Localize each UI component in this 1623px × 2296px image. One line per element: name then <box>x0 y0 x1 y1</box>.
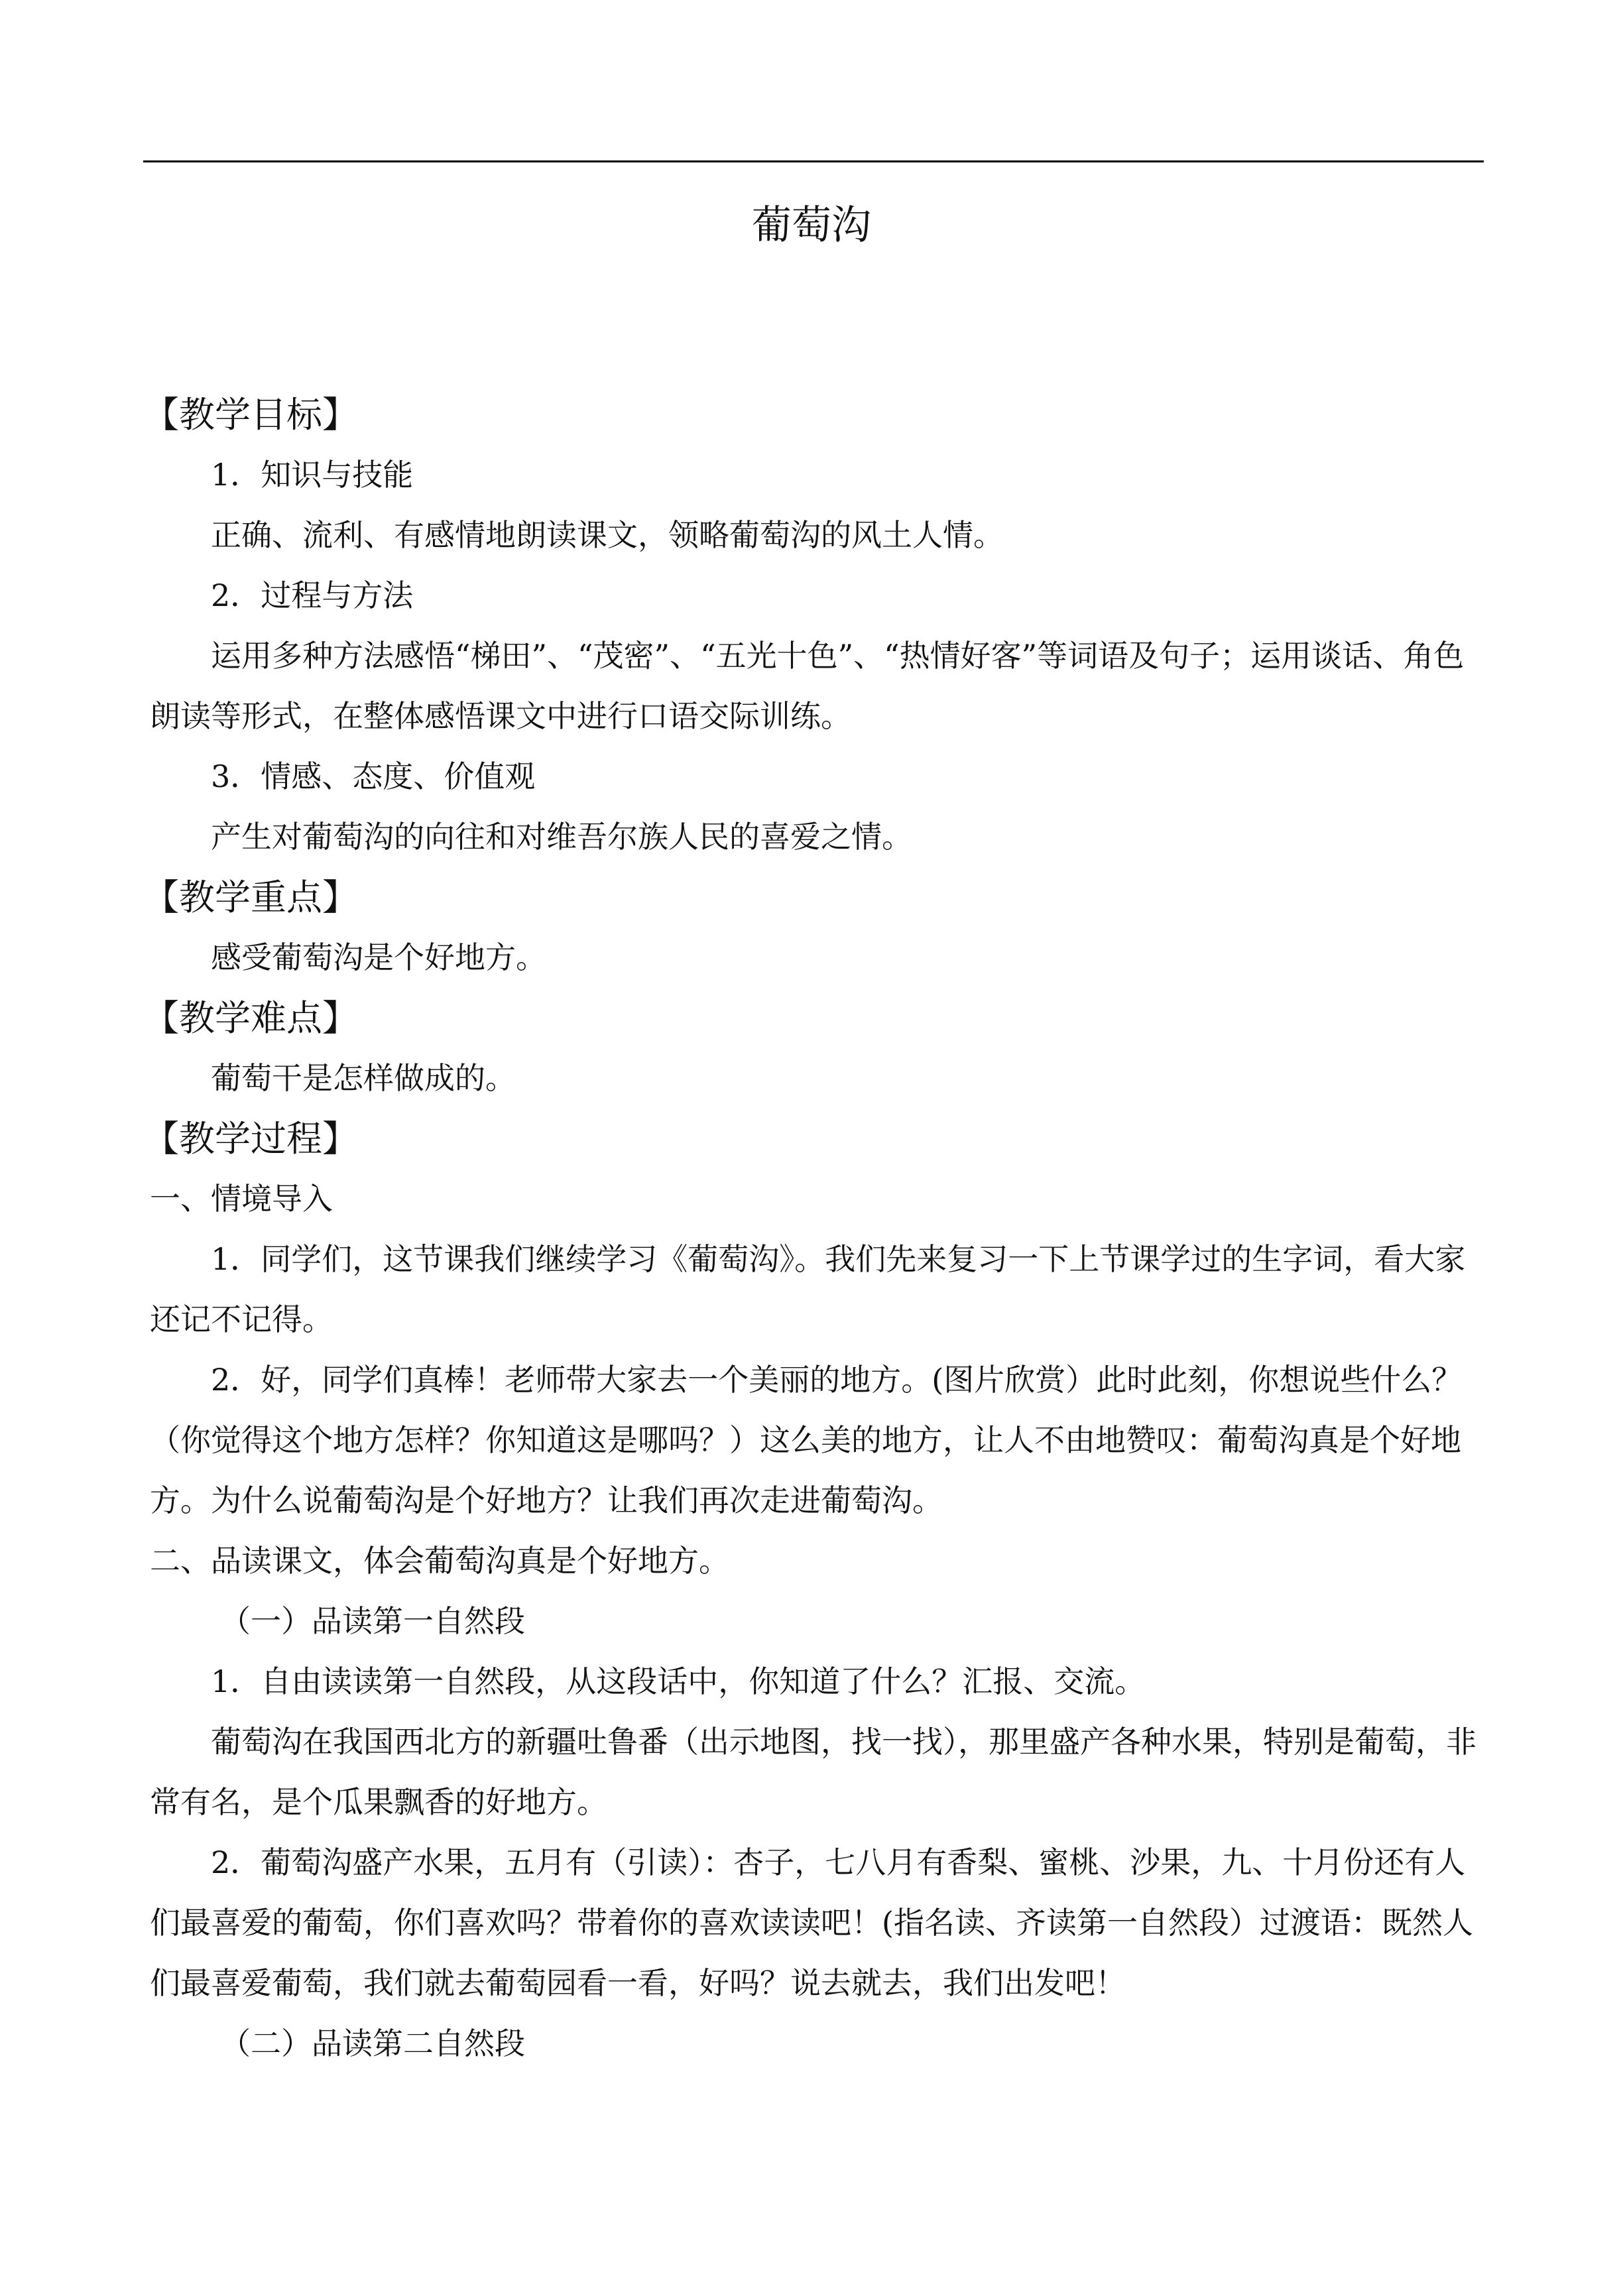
key-points-text: 感受葡萄沟是个好地方。 <box>211 939 546 975</box>
process-part-2-sub-1: （一）品读第一自然段 <box>220 1603 525 1639</box>
goal-2-label: 2．过程与方法 <box>211 577 414 613</box>
difficulties-text: 葡萄干是怎样做成的。 <box>211 1060 516 1096</box>
heading-teaching-process: 【教学过程】 <box>143 1118 358 1160</box>
heading-difficulties: 【教学难点】 <box>143 997 358 1039</box>
process-part-2-sub-2: （二）品读第二自然段 <box>220 2025 525 2061</box>
process-part-2-item-2: 2．葡萄沟盛产水果，五月有（引读）：杏子，七八月有香梨、蜜桃、沙果，九、十月份还有人们最喜爱的葡萄，你们喜欢吗？带着你的喜欢读读吧！(指名读、齐读第一自然段）过渡语：既然人们最喜爱葡萄，我们就去葡萄园看一看，好吗？说去就去，我们出发吧！ <box>150 1844 1473 2001</box>
process-part-2-item-1a: 葡萄沟在我国西北方的新疆吐鲁番（出示地图，找一找），那里盛产各种水果，特别是葡萄，非常有名，是个瓜果飘香的好地方。 <box>150 1724 1476 1820</box>
goal-3-label: 3．情感、态度、价值观 <box>211 758 536 794</box>
header-rule <box>143 160 1484 162</box>
document-body <box>143 385 1484 2074</box>
heading-key-points: 【教学重点】 <box>143 876 358 918</box>
document-title: 葡萄沟 <box>752 202 871 249</box>
process-part-1-item-2: 2．好，同学们真棒！老师带大家去一个美丽的地方。(图片欣赏）此时此刻，你想说些什么？（你觉得这个地方怎样？你知道这是哪吗？）这么美的地方，让人不由地赞叹：葡萄沟真是个好地方。为什么说葡萄沟是个好地方？让我们再次走进葡萄沟。 <box>150 1362 1463 1518</box>
goal-3-text: 产生对葡萄沟的向往和对维吾尔族人民的喜爱之情。 <box>211 819 912 855</box>
process-part-2-item-1: 1．自由读读第一自然段，从这段话中，你知道了什么？汇报、交流。 <box>211 1663 1146 1699</box>
goal-1-label: 1．知识与技能 <box>211 457 414 493</box>
process-part-2-heading: 二、品读课文，体会葡萄沟真是个好地方。 <box>150 1543 729 1579</box>
goal-1-text: 正确、流利、有感情地朗读课文，领略葡萄沟的风土人情。 <box>211 517 1004 553</box>
heading-teaching-goals: 【教学目标】 <box>143 394 358 436</box>
goal-2-text: 运用多种方法感悟“梯田”、“茂密”、“五光十色”、“热情好客”等词语及句子；运用谈话、角色朗读等形式，在整体感悟课文中进行口语交际训练。 <box>150 638 1465 734</box>
process-part-1-heading: 一、情境导入 <box>150 1181 333 1217</box>
process-part-1-item-1: 1．同学们，这节课我们继续学习《葡萄沟》。我们先来复习一下上节课学过的生字词，看大家还记不记得。 <box>150 1241 1466 1337</box>
